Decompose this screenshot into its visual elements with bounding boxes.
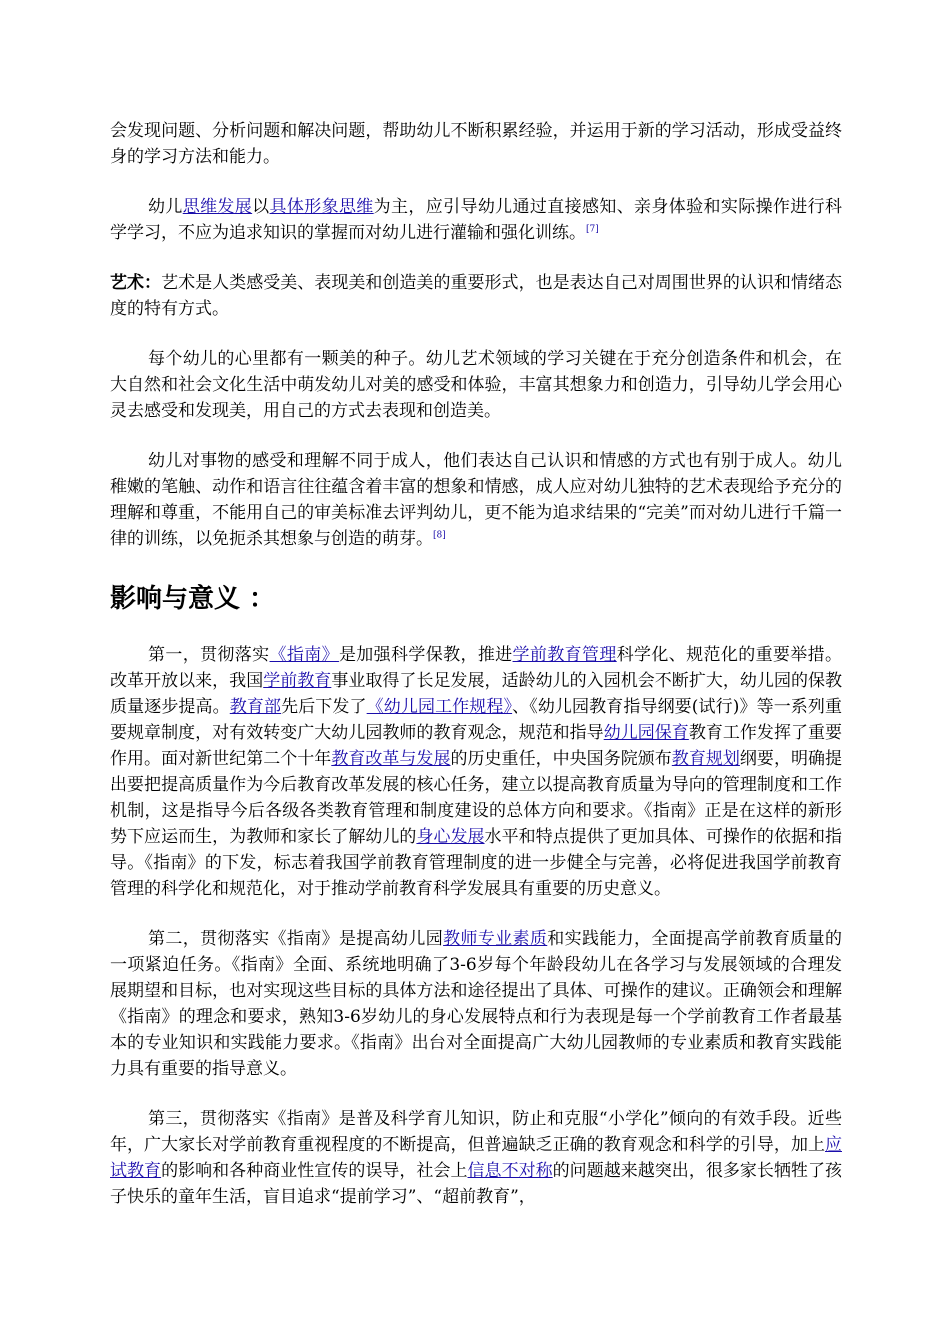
link-information-asymmetry[interactable]: 信息不对称 [467,1161,553,1181]
paragraph-third: 第三，贯彻落实《指南》是普及科学育儿知识，防止和克服“小学化”倾向的有效手段。近些年，广大家长对学前教育重视程度的不断提高，但普遍缺乏正确的教育观念和科学的引导，加上应试教育的影响和各种商业性宣传的误导，社会上信息不对称的问题越来越突出，很多家长牺牲了孩子快乐的童年生活，盲目追求“提前学习”、“超前教育”， [110,1109,843,1207]
reference-8[interactable]: [8] [433,530,446,541]
paragraph-beauty-seed: 每个幼儿的心里都有一颗美的种子。幼儿艺术领域的学习关键在于充分创造条件和机会，在大自然和社会文化生活中萌发幼儿对美的感受和体验，丰富其想象力和创造力，引导幼儿学会用心灵去感受和发现美，用自己的方式去表现和创造美。 [110,349,842,421]
link-education-reform[interactable]: 教育改革与发展 [331,749,451,769]
link-kindergarten-care[interactable]: 幼儿园保育 [603,723,689,743]
link-physical-mental-development[interactable]: 身心发展 [416,827,485,847]
link-ministry-of-education[interactable]: 教育部 [229,697,282,717]
link-education-planning[interactable]: 教育规划 [671,749,740,769]
art-lead: 艺术： [110,273,162,293]
link-kindergarten-rules[interactable]: 《幼儿园工作规程》 [366,697,513,717]
link-exam-oriented-education[interactable]: 应试教育 [110,1135,842,1181]
link-teacher-professional-quality[interactable]: 教师专业素质 [443,929,548,949]
link-preschool-management[interactable]: 学前教育管理 [512,645,617,665]
paragraph-art: 艺术：艺术是人类感受美、表现美和创造美的重要形式，也是表达自己对周围世界的认识和情绪态度的特有方式。 [110,273,843,319]
paragraph-art-expression: 幼儿对事物的感受和理解不同于成人，他们表达自己认识和情感的方式也有别于成人。幼儿稚嫩的笔触、动作和语言往往蕴含着丰富的想象和情感，成人应对幼儿独特的艺术表现给予充分的理解和尊重，不能用自己的审美标准去评判幼儿，更不能为追求结果的“完美”而对幼儿进行千篇一律的训练，以免扼杀其想象与创造的萌芽。[8] [110,451,842,549]
section-heading: 影响与意义 ： [110,584,276,614]
link-preschool-education[interactable]: 学前教育 [263,671,332,691]
reference-7[interactable]: [7] [586,224,599,235]
paragraph-second: 第二，贯彻落实《指南》是提高幼儿园教师专业素质和实践能力，全面提高学前教育质量的一项紧迫任务。《指南》全面、系统地明确了3-6岁每个年龄段幼儿在各学习与发展领域的合理发展期望和目标，也对实现这些目标的具体方法和途径提出了具体、可操作的建议。正确领会和理解《指南》的理念和要求，熟知3-6岁幼儿的身心发展特点和行为表现是每一个学前教育工作者最基本的专业知识和实践能力要求。《指南》出台对全面提高广大幼儿园教师的专业素质和教育实践能力具有重要的指导意义。 [110,929,843,1079]
paragraph-thinking: 幼儿思维发展以具体形象思维为主，应引导幼儿通过直接感知、亲身体验和实际操作进行科学学习，不应为追求知识的掌握而对幼儿进行灌输和强化训练。[7] [110,197,843,243]
link-guide[interactable]: 《指南》 [269,645,339,665]
link-thinking-development[interactable]: 思维发展 [182,197,253,217]
paragraph-problem-solving: 会发现问题、分析问题和解决问题，帮助幼儿不断积累经验，并运用于新的学习活动，形成受益终身的学习方法和能力。 [110,121,842,167]
document-page [110,118,842,1234]
link-concrete-thinking[interactable]: 具体形象思维 [269,197,374,217]
paragraph-first: 第一，贯彻落实《指南》是加强科学保教，推进学前教育管理科学化、规范化的重要举措。改革开放以来，我国学前教育事业取得了长足发展，适龄幼儿的入园机会不断扩大，幼儿园的保教质量逐步提高。教育部先后下发了《幼儿园工作规程》、《幼儿园教育指导纲要(试行)》等一系列重要规章制度，对有效转变广大幼儿园教师的教育观念，规范和指导幼儿园保育教育工作发挥了重要作用。面对新世纪第二个十年教育改革与发展的历史重任，中央国务院颁布教育规划纲要，明确提出要把提高质量作为今后教育改革发展的核心任务，建立以提高教育质量为导向的管理制度和工作机制，这是指导今后各级各类教育管理和制度建设的总体方向和要求。《指南》正是在这样的新形势下应运而生，为教师和家长了解幼儿的身心发展水平和特点提供了更加具体、可操作的依据和指导。《指南》的下发，标志着我国学前教育管理制度的进一步健全与完善，必将促进我国学前教育管理的科学化和规范化，对于推动学前教育科学发展具有重要的历史意义。 [110,645,843,899]
